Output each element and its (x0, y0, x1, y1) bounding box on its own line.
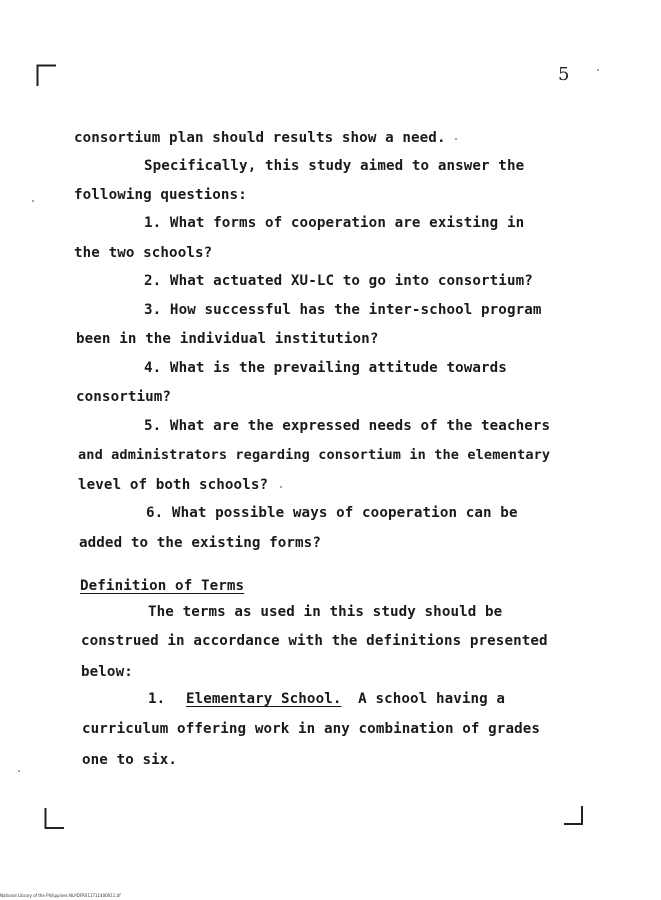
page-number: 5 (558, 64, 570, 85)
corner-mark-top-left (36, 64, 56, 86)
text-line: 3. How successful has the inter-school program (144, 302, 542, 318)
scan-speck (280, 486, 282, 488)
text-line: curriculum offering work in any combination of grades (82, 721, 541, 737)
definition-item (148, 691, 505, 707)
text-line: been in the individual institution? (76, 331, 379, 347)
scan-speck (32, 200, 34, 202)
text-line: 6. What possible ways of cooperation can be (146, 505, 518, 521)
scan-speck (455, 138, 457, 140)
text-line: 2. What actuated XU-LC to go into consortium? (144, 273, 533, 289)
text-line: Specifically, this study aimed to answer the (144, 158, 525, 174)
text-line: 1. What forms of cooperation are existing in (144, 215, 525, 231)
text-line: consortium? (76, 389, 172, 405)
corner-mark-bottom-right (564, 806, 584, 828)
text-line: 5. What are the expressed needs of the teachers (144, 418, 551, 434)
text-line: one to six. (82, 752, 178, 768)
text-line: following questions: (74, 187, 247, 203)
text-line: 4. What is the prevailing attitude towards (144, 360, 507, 376)
item-number: 1. (148, 691, 166, 707)
definition-text: A school having a (358, 691, 506, 707)
scan-speck (18, 770, 20, 772)
text-line: level of both schools? (78, 477, 269, 493)
text-line: added to the existing forms? (79, 535, 321, 551)
text-line: below: (81, 664, 133, 680)
text-line: consortium plan should results show a need. (74, 130, 446, 146)
text-line: construed in accordance with the definitions presented (81, 633, 548, 649)
scan-speck (597, 69, 599, 71)
text-line: and administrators regarding consortium in the elementary (78, 447, 551, 463)
text-line: The terms as used in this study should be (148, 604, 503, 620)
corner-mark-bottom-left (44, 808, 64, 830)
scan-footer: National Library of the Philippines NLPDFR011711400011.tif (0, 893, 121, 898)
text-line: the two schools? (74, 245, 213, 261)
section-heading: Definition of Terms (80, 578, 245, 594)
defined-term: Elementary School. (185, 691, 342, 707)
